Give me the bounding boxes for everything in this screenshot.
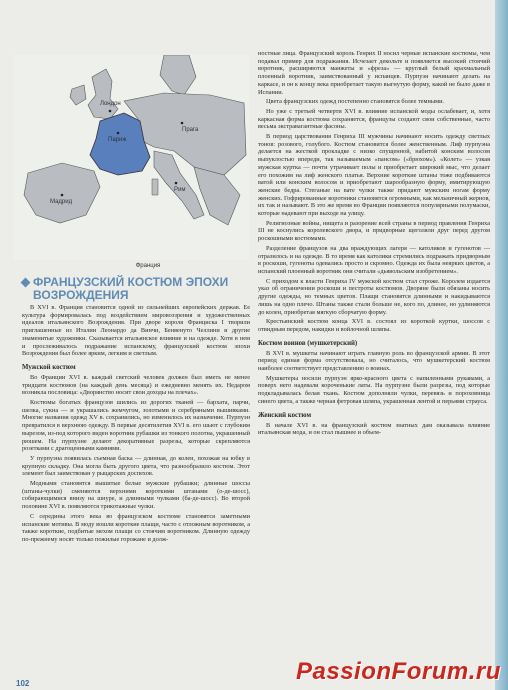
map-label-rome: Рим: [174, 187, 186, 193]
paragraph: Цвета французских одежд постепенно становятся более темными.: [266, 98, 445, 106]
map-label-london: Лондон: [100, 101, 121, 107]
page-number: 102: [16, 679, 30, 688]
subheading-womens-costume: Женский костюм: [258, 411, 312, 419]
city-dot-madrid: [61, 194, 64, 197]
map-corsica: [152, 179, 158, 195]
city-dot-paris: [117, 132, 120, 135]
paragraph: С приходом к власти Генриха IV мужской костюм стал строже. Королем издается указ об ограничении роскоши и пестроты костюмов. Дворяне были обязаны носить другие одежды, но темных цветов. Плащи становятся длинными и накидываются лишь на одно плечо. Штаны также стали больше не, кого по, длинее, но удлиняются до колен, приобретая мягкую сборчатую форму.: [258, 277, 490, 316]
europe-map-drawing: [14, 55, 249, 260]
map-label-praga: Прага: [182, 127, 199, 133]
paragraph: ностные лица. Французский король Генрих II носил черные испанские костюмы, чем подавал пример для подражания. Исчезает декольте и появляется высокий стоячий воротник, расширяются манжеты и «фреза» — круглый белый крахмальный плоенный воротник, заимствованный у испанцев. Пурпуэн начинают делать на каркасе, и он к концу века приобретает такую выгнутую форму, какой не было даже в Испании.: [258, 50, 490, 96]
text-column-right: [258, 50, 490, 439]
map-scandinavia: [160, 55, 196, 95]
subheading-musketeer-costume: Костюм воинов (мушкетерский): [258, 339, 358, 347]
paragraph: С середины этого века во французском костюме становятся заметными испанские мотивы. В моду вошли короткие плащи, часто с отложным воротником, а также короткие, подбитые мехом плащи со стоячим воротником. Длинную одежду по-прежнему носят только пожилые горожане и долж-: [22, 512, 250, 543]
intro-paragraph: В XVI в. Франция становится одной из сильнейших европейских держав. Ее культура формировалась под воздействием мировоззрения и художественных идеалов итальянского Возрождения. При дворе короля Франциска I творили приглашенные из Италии Леонардо да Винчи, Бенвенуто Челлини и другие знаменитые художники. Сказывается итальянское влияние и на одежде. Хотя в нем и прослеживалось подражание испанскому, французский костюм эпохи Возрождения был более ярким, легким и светлым.: [22, 304, 250, 358]
city-dot-rome: [175, 182, 178, 185]
map-ireland: [70, 85, 86, 105]
subheading-mens-costume: Мужской костюм: [22, 363, 76, 371]
text-column-left: [22, 304, 250, 546]
paragraph: Модными становятся вышитые белые мужские рубашки; длинные шоссы (штаны-чулки) сменяются верхними короткими штанами (о-де-шосс), собирающимися внизу на шнуре, и длинными чулками (ба-де-шосс). Во второй половине XVI в. появляются трикотажные чулки.: [22, 480, 250, 511]
map-iberia: [24, 163, 100, 223]
paragraph: Но уже с третьей четверти XVI в. влияние испанской моды ослабевает, и, хотя каркасная форма костюма сохраняется, французы создают свои собственные, часто весьма экстравагантные фасоны.: [258, 107, 490, 131]
map-label-madrid: Мадрид: [50, 199, 73, 205]
paragraph: В XVI в. мушкеты начинают играть главную роль во французской армии. В этот период единая форма отсутствовала, но считалось, что мушкетерский костюм наиболее соответствует представлению о воинах.: [258, 349, 490, 373]
map-label-paris: Париж: [108, 137, 127, 143]
paragraph: У пурпуэна появилась съемная баска — длинная, до колен, похожая на юбку в крупную складку. Она могла быть другого цвета, что разнообразило костюм. Этот элемент был заимствован у рыцарских доспехов.: [22, 454, 250, 478]
paragraph: Крестьянский костюм конца XVI в. состоял из короткой куртки, шоссов с отвидным передом, накидки и войлочной шляпы.: [258, 318, 490, 333]
paragraph: Религиозные войны, нищета и разорение всей страны в период правления Генриха III не коснулись королевского двора, и придворные щеголяли друг перед другом роскошными костюмами.: [258, 219, 490, 243]
watermark: PassionForum.ru: [296, 658, 501, 685]
paragraph: Разделение французов на два враждующих лагеря — католиков и гугенотов — отразилось и на одежде. В то время как католики стремились подражать придворным в роскоши, гугеноты одевались просто и скромно. Одежда их была неярких цветов, а испанский плоенный воротник они считали «дьявольским изобретением».: [258, 244, 490, 275]
paragraph: В начале XVI в. на французский костюм знатных дам оказывала влияние итальянская мода, и он стал пышнее и объем-: [258, 421, 490, 437]
map-britain: [88, 69, 118, 119]
paragraph: Во Франции XVI в. каждый светский человек должен был иметь не менее тридцати костюмов (на каждый день месяца) и ежедневно менять их. Недаром возникла пословица: «Дворянство носит свои доходы на плечах».: [22, 373, 250, 397]
section-heading: ФРАНЦУЗСКИЙ КОСТЮМ ЭПОХИ ВОЗРОЖДЕНИЯ: [33, 275, 229, 302]
paragraph: В период царствования Генриха III мужчины начинают носить одежду светлых тонов: розового, голубого. Костюм становится более женственным. Лиф пурпуэна делается на жесткой прокладке с низко спущенной, набитой конским волосом выпуклостью впереди, так называемым «пансом» («брюхом»). «Колет» — узкая мужская куртка — почти утрачивает полы и приобретает широкий мыс, что делает его похожим на лиф женского платья. Верхние короткие штаны тоже подбиваются ватой или конским волосом и приобретают шарообразную форму, имитирующую женские бедра. Стеганые на вате чулки также придают мужским ногам форму женских. Гофрированные воротники становятся огромными, как мельничный жернов, их так и называют. В это же время во Франции появляются популярными полумаски, которые надевают при выходе на улицу.: [258, 133, 490, 218]
city-dot-praga: [181, 122, 184, 125]
page-edge-decoration: [495, 0, 508, 690]
europe-map: [14, 55, 249, 260]
city-dot-london: [109, 110, 112, 113]
map-caption: Франция: [135, 263, 161, 269]
paragraph: Мушкетеры носили пурпуэн ярко-красного цвета с напиленными рукавами, а поверх него надевали короченькие латы. На пурпуэне были разрезы, под которые подкладывалась белая ткань. Костюм дополняли чулки, перевязь и пороховница синего цвета, а также черная фетровая шляпа, украшенная лентой и перьями страуса.: [258, 374, 490, 405]
paragraph: Костюмы богатых французов шились из дорогих тканей — бархата, парчи, шелка, сукна — и украшались жемчугом, золотыми и серебряными вышивками. Многие названия одежд XV в. сохранились, но изменилось их назначение. Пурпуэн превратился в верхнюю одежду. В первые десятилетия XVI в. его шьют с глубоким вырезом, из-под которого виден воротник рубашки из тонкого полотна, украшенный рюшем. На пурпуэне делают декоративные разрезы, которые скрепляются розетками с драгоценными камнями.: [22, 399, 250, 453]
heading-diamond-icon: [21, 278, 31, 288]
